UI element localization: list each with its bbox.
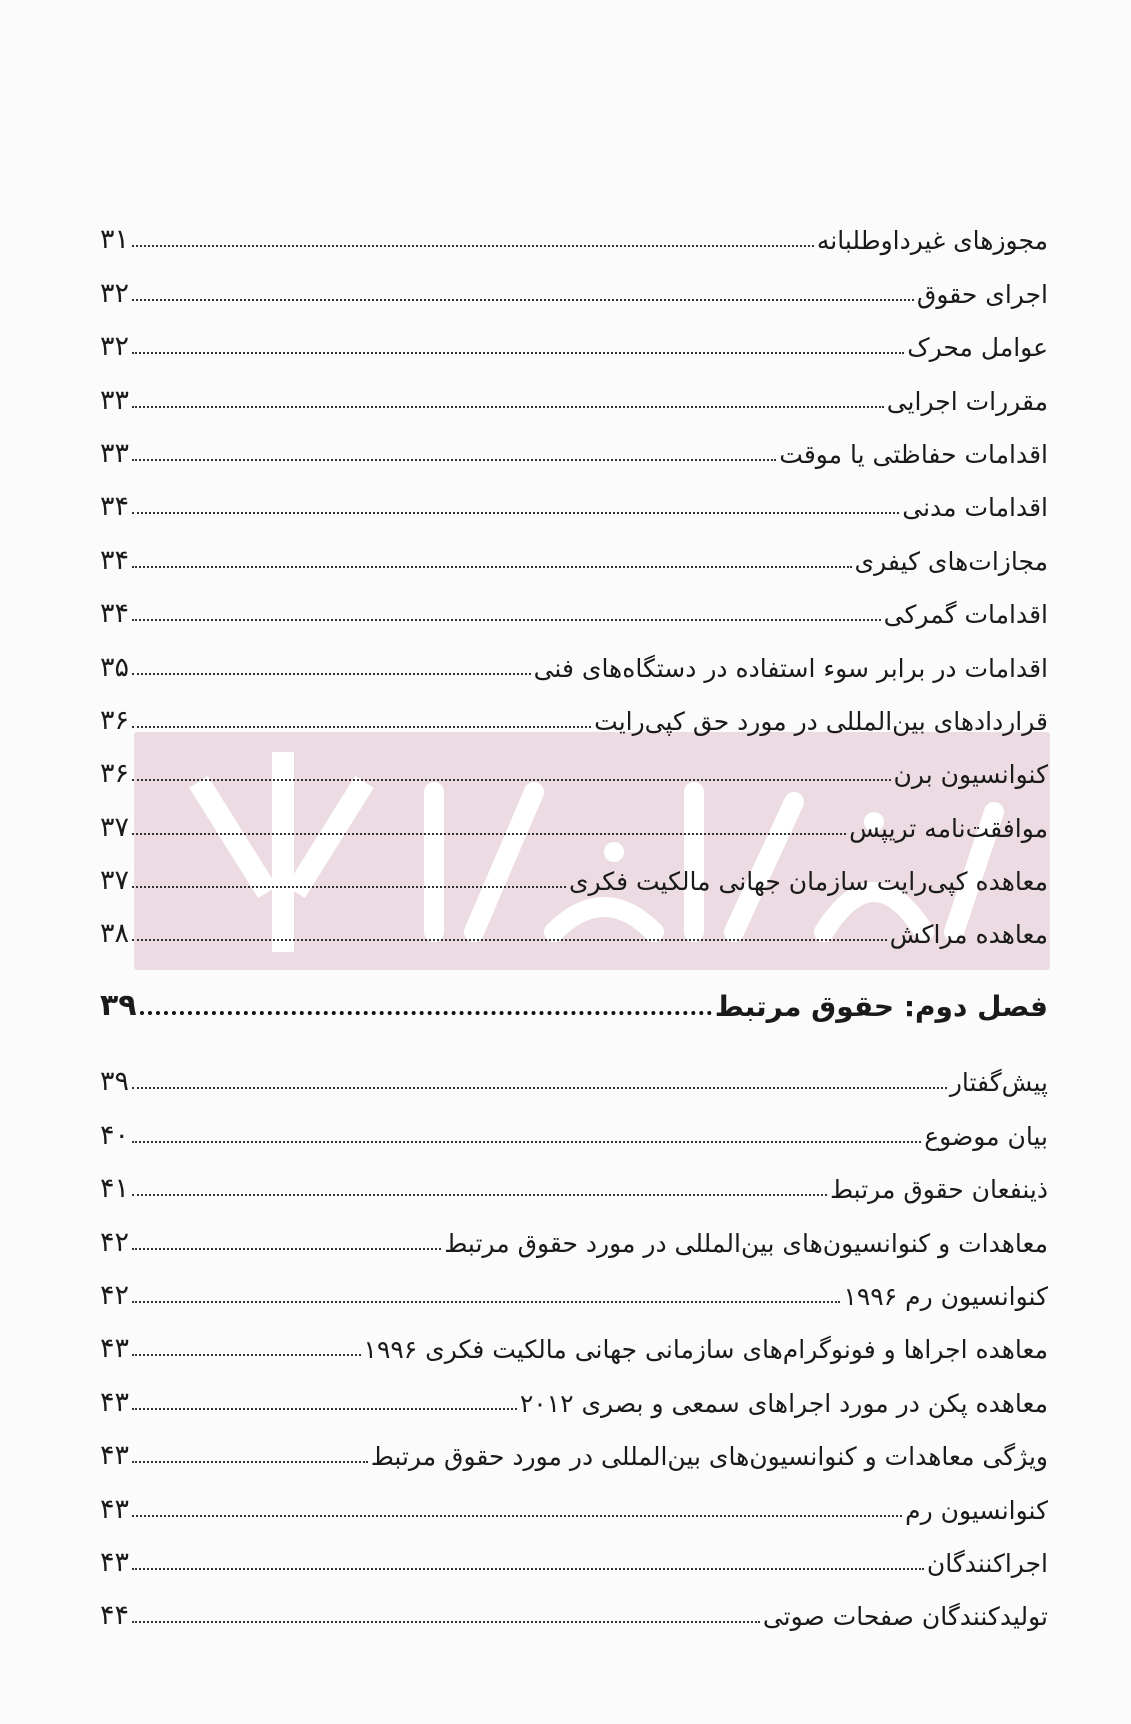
toc-entry-title: کنوانسیون رم ۱۹۹۶ bbox=[843, 1282, 1048, 1312]
toc-entry-title: معاهده پکن در مورد اجراهای سمعی و بصری ۲۰۱۲ bbox=[519, 1388, 1048, 1418]
dot-leader bbox=[132, 1087, 947, 1089]
dot-leader bbox=[132, 726, 591, 728]
toc-entry-title: ویژگی معاهدات و کنوانسیون‌های بین‌المللی در مورد حقوق مرتبط bbox=[370, 1442, 1048, 1472]
toc-entry-page: ۳۸ bbox=[100, 918, 130, 950]
toc-entry-title: عوامل محرک bbox=[907, 333, 1048, 363]
dot-leader bbox=[132, 1141, 921, 1143]
toc-entry bbox=[100, 520, 1048, 576]
toc-entry-page: ۳۴ bbox=[100, 491, 130, 523]
dot-leader bbox=[132, 299, 914, 301]
toc-entry bbox=[100, 467, 1048, 523]
toc-entry-page: ۴۱ bbox=[100, 1173, 130, 1205]
toc-entry bbox=[100, 1033, 1048, 1098]
toc-entry bbox=[100, 414, 1048, 467]
dot-leader bbox=[132, 512, 899, 514]
toc-entry-page: ۳۶ bbox=[100, 758, 130, 790]
dot-leader bbox=[132, 1354, 361, 1356]
toc-entry-page: ۳۳ bbox=[100, 437, 130, 469]
toc-entry-title: کنوانسیون رم bbox=[905, 1495, 1048, 1525]
chapter-heading bbox=[100, 947, 1048, 1033]
toc-entry-page: ۳۲ bbox=[100, 277, 130, 309]
toc-entry-title: فصل دوم: حقوق مرتبط bbox=[714, 990, 1048, 1024]
toc-entry-title: قراردادهای بین‌المللی در مورد حق کپی‌رایت bbox=[594, 706, 1048, 736]
toc-entry-title: موافقت‌نامه تریپس bbox=[849, 813, 1048, 843]
dot-leader bbox=[132, 566, 852, 568]
toc-entry-page: ۳۷ bbox=[100, 811, 130, 843]
dot-leader bbox=[132, 886, 566, 888]
toc-entry-page: ۴۴ bbox=[100, 1600, 130, 1632]
toc-entry bbox=[100, 1469, 1048, 1525]
dot-leader bbox=[132, 1194, 827, 1196]
toc-entry bbox=[100, 1416, 1048, 1472]
dot-leader bbox=[132, 352, 904, 354]
toc-entry bbox=[100, 681, 1048, 734]
toc-entry bbox=[100, 734, 1048, 790]
toc-entry-page: ۳۱ bbox=[100, 224, 130, 256]
toc-entry-title: اقدامات حفاظتی یا موقت bbox=[779, 439, 1048, 469]
dot-leader bbox=[132, 833, 846, 835]
toc-entry bbox=[100, 894, 1048, 950]
toc-entry-page: ۳۷ bbox=[100, 865, 130, 897]
toc-entry-page: ۳۶ bbox=[100, 704, 130, 736]
toc-entry-title: مجوزهای غیرداوطلبانه bbox=[816, 226, 1048, 256]
toc-entry-page: ۳۴ bbox=[100, 544, 130, 576]
toc-entry bbox=[100, 1149, 1048, 1205]
toc-entry bbox=[100, 1256, 1048, 1312]
dot-leader bbox=[132, 619, 881, 621]
toc-entry-title: اقدامات گمرکی bbox=[883, 600, 1048, 630]
dot-leader bbox=[132, 1248, 441, 1250]
toc-entry bbox=[100, 1309, 1048, 1365]
toc-entry bbox=[100, 360, 1048, 416]
toc-entry bbox=[100, 200, 1048, 256]
toc-entry bbox=[100, 787, 1048, 843]
toc-entry-page: ۳۹ bbox=[100, 1066, 130, 1098]
toc-entry-title: اجرای حقوق bbox=[916, 279, 1048, 309]
toc-entry bbox=[100, 253, 1048, 309]
toc-entry-title: اجراکنندگان bbox=[926, 1548, 1048, 1578]
toc-entry bbox=[100, 1362, 1048, 1418]
toc-entry-page: ۴۳ bbox=[100, 1333, 130, 1365]
toc-entry-page: ۳۲ bbox=[100, 331, 130, 363]
table-of-contents bbox=[100, 200, 1048, 1632]
toc-entry-page: ۴۰ bbox=[100, 1119, 130, 1151]
dot-leader bbox=[132, 673, 531, 675]
toc-entry-title: معاهده کپی‌رایت سازمان جهانی مالکیت فکری bbox=[568, 867, 1048, 897]
toc-entry-page: ۴۳ bbox=[100, 1493, 130, 1525]
dot-leader bbox=[132, 779, 891, 781]
dot-leader bbox=[132, 939, 887, 941]
toc-entry-page: ۴۲ bbox=[100, 1226, 130, 1258]
toc-entry-title: معاهدات و کنوانسیون‌های بین‌المللی در مورد حقوق مرتبط bbox=[444, 1228, 1048, 1258]
toc-entry-title: اقدامات در برابر سوء استفاده در دستگاه‌های فنی bbox=[533, 653, 1048, 683]
toc-entry-page: ۳۵ bbox=[100, 651, 130, 683]
dot-leader bbox=[132, 1515, 902, 1517]
toc-entry-page: ۳۹ bbox=[100, 988, 137, 1024]
dot-leader bbox=[132, 459, 776, 461]
toc-entry-title: پیش‌گفتار bbox=[949, 1068, 1048, 1098]
toc-entry-title: معاهده اجراها و فونوگرام‌های سازمانی جهانی مالکیت فکری ۱۹۹۶ bbox=[363, 1335, 1048, 1365]
toc-entry-title: معاهده مراکش bbox=[889, 920, 1048, 950]
toc-entry-title: کنوانسیون برن bbox=[893, 760, 1048, 790]
toc-entry bbox=[100, 627, 1048, 683]
toc-entry-page: ۴۳ bbox=[100, 1546, 130, 1578]
toc-entry-page: ۴۲ bbox=[100, 1280, 130, 1312]
toc-entry bbox=[100, 574, 1048, 630]
dot-leader bbox=[132, 1301, 840, 1303]
toc-entry bbox=[100, 1202, 1048, 1258]
toc-entry-title: بیان موضوع bbox=[924, 1121, 1048, 1151]
toc-entry-title: اقدامات مدنی bbox=[902, 493, 1048, 523]
toc-entry-page: ۳۳ bbox=[100, 384, 130, 416]
dot-leader bbox=[132, 406, 884, 408]
toc-entry-title: تولیدکنندگان صفحات صوتی bbox=[762, 1602, 1048, 1632]
toc-entry bbox=[100, 841, 1048, 897]
toc-entry bbox=[100, 1523, 1048, 1576]
dot-leader bbox=[140, 1011, 712, 1015]
toc-entry-page: ۴۳ bbox=[100, 1386, 130, 1418]
toc-entry-title: مقررات اجرایی bbox=[886, 386, 1048, 416]
dot-leader bbox=[132, 245, 814, 247]
dot-leader bbox=[132, 1461, 368, 1463]
dot-leader bbox=[132, 1621, 760, 1623]
toc-entry-title: مجازات‌های کیفری bbox=[854, 546, 1048, 576]
toc-entry bbox=[100, 1576, 1048, 1632]
dot-leader bbox=[132, 1568, 924, 1570]
toc-entry bbox=[100, 307, 1048, 363]
toc-entry-title: ذینفعان حقوق مرتبط bbox=[829, 1175, 1048, 1205]
toc-entry-page: ۴۳ bbox=[100, 1440, 130, 1472]
dot-leader bbox=[132, 1408, 517, 1410]
toc-entry bbox=[100, 1095, 1048, 1151]
toc-entry-page: ۳۴ bbox=[100, 598, 130, 630]
